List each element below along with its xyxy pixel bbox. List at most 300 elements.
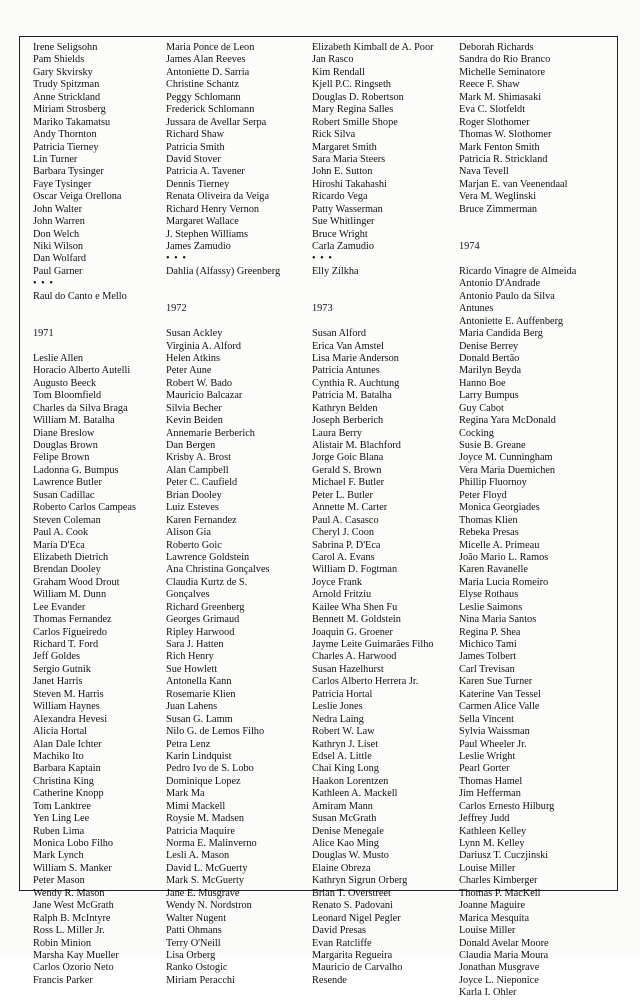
list-item: Leslie Saimons (459, 601, 523, 613)
list-item: Joaquin G. Groener (312, 626, 393, 638)
list-item: Carlos Ozorio Neto (33, 962, 114, 974)
list-item: Machiko Ito (33, 750, 84, 762)
list-item: Claudia Kurtz de S. (166, 576, 248, 588)
list-item: Tom Lanktree (33, 800, 91, 812)
list-item: Marjan E. van Veenendaal (459, 178, 568, 190)
list-item: Amiram Mann (312, 800, 373, 812)
list-item: Monica Lobo Filho (33, 838, 114, 849)
list-item: Susan McGrath (312, 813, 377, 825)
list-item: Kevin Beiden (166, 415, 223, 427)
list-item: Richard T. Ford (33, 639, 99, 650)
list-item: Mary Regina Salles (312, 104, 394, 116)
list-item: Claudia Maria Moura (459, 949, 549, 961)
list-item: Antunes (459, 303, 494, 315)
list-item: Monica Georgiades (459, 502, 540, 514)
list-item: William Haynes (33, 701, 100, 713)
list-item: Erica Van Amstel (312, 340, 384, 352)
list-item: Antonio Paulo da Silva (459, 290, 555, 302)
list-item: Rebeka Presas (459, 527, 519, 539)
list-item: Jonathan Musgrave (459, 962, 540, 974)
list-item: Sara Maria Steers (312, 153, 386, 165)
list-item: William M. Dunn (33, 589, 107, 601)
list-item: Patricia Antunes (312, 365, 380, 377)
list-item: Peter Aune (166, 365, 212, 377)
list-item: Graham Wood Drout (33, 576, 120, 588)
year-heading: 1974 (459, 241, 480, 252)
list-item: Antonio D'Andrade (459, 278, 541, 290)
list-item: Lawrence Goldstein (166, 551, 250, 563)
list-item: Kathleen Kelley (459, 825, 527, 837)
list-item: David L. McGuerty (166, 862, 248, 874)
list-item: Margaret Wallace (166, 216, 239, 228)
list-item: Frederick Schlomann (166, 104, 255, 116)
list-item: Sandra do Rio Branco (459, 54, 551, 66)
list-item: Wendy N. Nordstron (166, 900, 252, 912)
list-item: Oscar Veiga Orellona (33, 191, 122, 203)
list-item: Antoniette E. Auffenberg (459, 315, 563, 327)
list-item: Michelle Seminatore (459, 66, 546, 78)
list-item: Louise Miller (459, 925, 516, 937)
list-item: Irene Seligsohn (33, 42, 98, 53)
blank-line (312, 278, 434, 290)
list-item: Marica Mesquita (459, 912, 530, 924)
list-item: Robert W. Law (312, 726, 375, 738)
list-item: Mark S. McGuerty (166, 875, 245, 887)
list-item: Charles da Silva Braga (33, 402, 128, 414)
blank-line (166, 278, 280, 290)
list-item: Sylvia Waissman (459, 726, 530, 738)
year-heading: 1973 (312, 303, 333, 315)
list-item: Carlos Alberto Herrera Jr. (312, 676, 419, 688)
list-item: Mimi Mackell (166, 800, 226, 812)
list-item: Edsel A. Little (312, 750, 372, 762)
list-item: Pedro Ivo de S. Lobo (166, 763, 254, 775)
list-item: Susan G. Lamm (166, 713, 233, 725)
list-item: Mark Ma (166, 788, 205, 800)
list-item: Dominique Lopez (166, 775, 241, 787)
list-item: Joyce L. Nieponice (459, 974, 539, 986)
list-item: Regina Yara McDonald (459, 415, 556, 427)
list-item: Patricia M. Batalha (312, 390, 392, 402)
list-item: Jeff Goldes (33, 651, 80, 663)
list-item: Jan Rasco (312, 54, 354, 66)
list-item: Carlos Figueiredo (33, 626, 108, 638)
list-item: Peter Mason (33, 875, 85, 887)
list-item: Eva C. Slotfeldt (459, 104, 526, 116)
list-item: Ana Christina Gonçalves (166, 564, 270, 576)
list-item: Laura Berry (312, 427, 363, 439)
list-item: Patricia Smith (166, 141, 225, 153)
list-item: Brian T. Overstreet (312, 887, 391, 899)
list-item: Jane West McGrath (33, 900, 114, 912)
list-item: Peter Floyd (459, 489, 507, 501)
list-item: Leonard Nigel Pegler (312, 912, 401, 924)
separator-dots: • • • (33, 278, 54, 290)
list-item: Pearl Gorter (459, 763, 510, 775)
list-item: Gonçalves (166, 589, 210, 601)
list-item: Douglas W. Musto (312, 850, 389, 862)
list-item: Christina King (33, 775, 94, 787)
list-item: Roberto Carlos Campeas (33, 502, 136, 514)
list-item: Carl Trevisan (459, 663, 515, 675)
list-item: Sue Howlett (166, 663, 218, 675)
list-item: Margaret Smith (312, 141, 377, 153)
list-item: Sara J. Hatten (166, 639, 224, 650)
list-item: Antonella Kann (166, 676, 232, 688)
list-item: Leslie Jones (312, 701, 363, 713)
list-item: Karla I. Ohler (459, 987, 517, 999)
blank-line (312, 291, 434, 303)
list-item: Deborah Richards (459, 42, 534, 53)
list-item: Haakon Lorentzen (312, 775, 389, 787)
list-item: Vera Maria Duemichen (459, 464, 556, 476)
list-item: Barbara Kaptain (33, 763, 101, 775)
list-item: Andy Thornton (33, 129, 97, 141)
list-item: Marilyn Beyda (459, 365, 522, 377)
list-item: Patti Ohmans (166, 925, 222, 937)
list-item: Joseph Berberich (312, 415, 384, 427)
list-item: Mauricio de Carvalho (312, 962, 403, 974)
list-item: Arnold Fritziu (312, 589, 372, 601)
list-item: Sabrina P. D'Eca (312, 539, 381, 551)
list-item: Karen Sue Turner (459, 676, 533, 688)
list-item: Kim Rendall (312, 66, 365, 78)
list-item: Jeffrey Judd (459, 813, 510, 825)
list-item: Alicia Hortal (33, 726, 88, 738)
list-item: Patricia A. Tavener (166, 166, 245, 178)
list-item: Trudy Spitzman (33, 79, 100, 91)
list-item: Yen Ling Lee (33, 813, 90, 825)
separator-dots: • • • (312, 253, 333, 265)
list-item: Carmen Alice Valle (459, 701, 540, 713)
list-item: Elly Zilkha (312, 265, 359, 277)
list-item: Maria Candida Berg (459, 328, 543, 340)
list-item: Georges Grimaud (166, 614, 240, 626)
list-item: Jorge Goic Blana (312, 452, 384, 464)
list-item: Catherine Knopp (33, 788, 104, 800)
list-item: Lawrence Butler (33, 477, 102, 489)
list-item: Bruce Wright (312, 228, 368, 240)
list-item: Kathryn J. Liset (312, 738, 379, 750)
list-item: Lisa Marie Anderson (312, 352, 399, 364)
list-item: Paul Garner (33, 265, 83, 277)
list-item: Douglas D. Robertson (312, 91, 404, 103)
list-item: Francis Parker (33, 974, 93, 986)
list-item: João Mario L. Ramos (459, 551, 549, 563)
list-item: Juan Lahens (166, 701, 218, 713)
list-item: Elizabeth Dietrich (33, 551, 109, 563)
list-item: Renata Oliveira da Veiga (166, 191, 270, 203)
list-item: Jane E. Musgrave (166, 887, 240, 899)
list-item: Thomas P. MacKell (459, 887, 541, 899)
list-item: Patricia Maquire (166, 825, 235, 837)
list-item: Denise Menegale (312, 825, 384, 837)
list-item: Alison Gia (166, 527, 211, 539)
list-item: Mark M. Shimasaki (459, 91, 542, 103)
list-item: Silvia Becher (166, 402, 222, 414)
list-item: Ruben Lima (33, 825, 85, 837)
list-item: Ripley Harwood (166, 626, 235, 638)
list-item: Felipe Brown (33, 452, 90, 464)
list-item: Bruce Zimmerman (459, 203, 538, 215)
names-column-2 (166, 42, 280, 987)
list-item: Guy Cabot (459, 402, 504, 414)
list-item: Nava Tevell (459, 166, 509, 178)
blank-line (33, 341, 136, 353)
list-item: Alexandra Hevesi (33, 713, 108, 725)
list-item: Phillip Fluornoy (459, 477, 527, 489)
list-item: Luiz Esteves (166, 502, 219, 514)
year-heading: 1972 (166, 303, 187, 315)
list-item: Regina P. Shea (459, 626, 521, 638)
blank-line (312, 316, 434, 328)
list-item: Maria Lucia Romeiro (459, 576, 549, 588)
blank-line (459, 229, 576, 241)
list-item: David Stover (166, 153, 221, 165)
list-item: Raul do Canto e Mello (33, 290, 127, 302)
list-item: Barbara Tysinger (33, 166, 104, 178)
list-item: Carla Zamudio (312, 241, 375, 252)
list-item: Susie B. Greane (459, 440, 526, 451)
list-item: William M. Batalha (33, 415, 115, 427)
list-item: Dennis Tierney (166, 178, 230, 190)
list-item: Patricia Hortal (312, 688, 373, 700)
blank-line (459, 216, 576, 228)
list-item: Donald Bertão (459, 352, 520, 364)
list-item: Karin Lindquist (166, 750, 232, 762)
list-item: Kailee Wha Shen Fu (312, 601, 398, 613)
list-item: Alan Dale Ichter (33, 738, 102, 750)
list-item: William D. Fogtman (312, 564, 398, 576)
list-item: Pam Shields (33, 54, 85, 66)
list-item: Charles Kimberger (459, 875, 538, 887)
list-item: Resende (312, 974, 347, 986)
list-item: Vera M. Weglinski (459, 191, 537, 203)
list-item: Thomas Klien (459, 514, 518, 526)
list-item: Miriam Strosberg (33, 104, 106, 116)
list-item: Paul A. Casasco (312, 514, 379, 526)
list-item: Susan Hazelhurst (312, 663, 384, 675)
list-item: Richard Henry Vernon (166, 203, 260, 215)
list-item: John E. Sutton (312, 166, 373, 178)
list-item: Alice Kao Ming (312, 838, 379, 849)
list-item: Dan Wolfard (33, 253, 87, 265)
list-item: Anne Strickland (33, 91, 101, 103)
list-item: Rosemarie Klien (166, 688, 236, 700)
list-item: Donald Avelar Moore (459, 937, 549, 949)
list-item: Mariko Takamatsu (33, 116, 111, 128)
list-item: Antoniette D. Sarria (166, 66, 250, 78)
list-item: Hanno Boe (459, 377, 506, 389)
list-item: Peter L. Butler (312, 489, 373, 501)
list-item: Brendan Dooley (33, 564, 101, 576)
list-item: Roger Slothomer (459, 116, 530, 128)
list-item: Jayme Leite Guimarães Filho (312, 639, 434, 650)
list-item: Renato S. Padovani (312, 900, 393, 912)
list-item: Susan Cadillac (33, 489, 95, 501)
list-item: Louise Miller (459, 862, 516, 874)
list-item: Leslie Wright (459, 750, 516, 762)
list-item: Peter C. Caufield (166, 477, 238, 489)
list-item: Denise Berrey (459, 340, 519, 352)
list-item: Dahlia (Alfassy) Greenberg (166, 265, 281, 277)
list-item: Lisa Orberg (166, 949, 216, 961)
list-item: Alistair M. Blachford (312, 440, 401, 451)
list-item: Cocking (459, 427, 494, 439)
blank-line (166, 316, 280, 328)
list-item: Thomas Fernandez (33, 614, 112, 626)
names-column-3 (312, 42, 434, 987)
list-item: Kathleen A. Mackell (312, 788, 398, 800)
list-item: Leslie Allen (33, 352, 84, 364)
list-item: Michico Tami (459, 639, 517, 650)
list-item: J. Stephen Williams (166, 228, 249, 240)
list-item: Ralph B. McIntyre (33, 912, 111, 924)
list-item: Susan Alford (312, 328, 367, 340)
list-item: Krisby A. Brost (166, 452, 231, 464)
list-item: Elaine Obreza (312, 862, 371, 874)
list-item: Gerald S. Brown (312, 464, 382, 476)
list-item: Diane Breslow (33, 427, 95, 439)
list-item: Katerine Van Tessel (459, 688, 541, 700)
list-item: Annette M. Carter (312, 502, 388, 514)
list-item: Lin Turner (33, 153, 78, 165)
list-item: Sue Whitlinger (312, 216, 375, 228)
list-item: Carlos Ernesto Hilburg (459, 800, 555, 812)
list-item: Paul A. Cook (33, 527, 89, 539)
list-item: John Walter (33, 203, 83, 215)
list-item: Peggy Schlomann (166, 91, 241, 103)
list-item: Roysie M. Madsen (166, 813, 245, 825)
separator-dots: • • • (166, 253, 187, 265)
list-item: Douglas Brown (33, 440, 98, 451)
list-item: Charles A. Harwood (312, 651, 397, 663)
list-item: Norma E. Malinverno (166, 838, 257, 849)
list-item: Joyce Frank (312, 576, 363, 588)
list-item: Micelle A. Primeau (459, 539, 540, 551)
list-item: Karen Ravanelle (459, 564, 528, 576)
list-item: Kathryn Belden (312, 402, 378, 414)
list-item: Ranko Ostogic (166, 962, 228, 974)
list-item: Wendy R. Mason (33, 887, 105, 899)
list-item: Lesli A. Mason (166, 850, 230, 862)
list-item: Virginia A. Alford (166, 340, 241, 352)
list-item: Kjell P.C. Ringseth (312, 79, 391, 91)
names-column-4 (459, 42, 576, 1000)
list-item: Bennett M. Goldstein (312, 614, 401, 626)
list-item: David Presas (312, 925, 367, 937)
list-item: Gary Skvirsky (33, 66, 93, 78)
list-item: Steven M. Harris (33, 688, 104, 700)
list-item: Dariusz T. Cuczjinski (459, 850, 549, 862)
list-item: Chai King Long (312, 763, 379, 775)
list-item: Hiroshi Takahashi (312, 178, 387, 190)
list-item: Nilo G. de Lemos Filho (166, 726, 265, 738)
list-item: Sella Vincent (459, 713, 514, 725)
list-item: Jim Hefferman (459, 788, 521, 800)
list-item: Ricardo Vinagre de Almeida (459, 265, 577, 277)
list-item: Niki Wilson (33, 241, 84, 252)
list-item: Evan Ratcliffe (312, 937, 372, 949)
list-item: Michael F. Butler (312, 477, 385, 489)
list-item: Jussara de Avellar Serpa (166, 116, 267, 128)
list-item: Carol A. Evans (312, 551, 375, 563)
list-item: Maria Ponce de Leon (166, 42, 255, 53)
list-item: Rick Silva (312, 129, 356, 141)
list-item: Patty Wasserman (312, 203, 383, 215)
list-item: Annemarie Berberich (166, 427, 255, 439)
list-item: Miriam Peracchi (166, 974, 235, 986)
list-item: Nina Maria Santos (459, 614, 537, 626)
list-item: Rich Henry (166, 651, 214, 663)
list-item: Mauricio Balcazar (166, 390, 243, 402)
list-item: Don Welch (33, 228, 80, 240)
list-item: Mark Fenton Smith (459, 141, 540, 153)
list-item: James Tolbert (459, 651, 517, 663)
list-item: James Zamudio (166, 241, 231, 252)
list-item: Helen Atkins (166, 352, 221, 364)
list-item: Susan Ackley (166, 328, 223, 340)
list-item: William S. Manker (33, 862, 112, 874)
blank-line (459, 253, 576, 265)
list-item: Maria D'Eca (33, 539, 85, 551)
list-item: Larry Bumpus (459, 390, 519, 402)
list-item: Richard Shaw (166, 129, 225, 141)
list-item: Terry O'Neill (166, 937, 221, 949)
list-item: John Warren (33, 216, 85, 228)
list-item: Nedra Laing (312, 713, 364, 725)
list-item: Patricia Tierney (33, 141, 99, 153)
list-item: Richard Greenberg (166, 601, 245, 613)
list-item: Marsha Kay Mueller (33, 949, 119, 961)
list-item: Dan Bergen (166, 440, 216, 451)
list-item: James Alan Reeves (166, 54, 246, 66)
list-item: Karen Fernandez (166, 514, 237, 526)
list-item: Roberto Goic (166, 539, 222, 551)
list-item: Kathryn Sigrun Orberg (312, 875, 408, 887)
list-item: Alan Campbell (166, 464, 229, 476)
blank-line (33, 316, 136, 328)
list-item: Elizabeth Kimball de A. Poor (312, 42, 434, 53)
list-item: Janet Harris (33, 676, 83, 688)
year-heading: 1971 (33, 328, 54, 340)
list-item: Joyce M. Cunningham (459, 452, 553, 464)
list-item: Lee Evander (33, 601, 86, 613)
list-item: Joanne Maguire (459, 900, 526, 912)
list-item: Lynn M. Kelley (459, 838, 525, 849)
list-item: Ross L. Miller Jr. (33, 925, 105, 937)
list-item: Horacio Alberto Autelli (33, 365, 131, 377)
list-item: Walter Nugent (166, 912, 227, 924)
list-item: Petra Lenz (166, 738, 211, 750)
blank-line (166, 291, 280, 303)
blank-line (33, 303, 136, 315)
list-item: Tom Bloomfield (33, 390, 102, 402)
names-column-1 (33, 42, 136, 987)
list-item: Steven Coleman (33, 514, 101, 526)
list-item: Christine Schantz (166, 79, 239, 91)
list-item: Mark Lynch (33, 850, 84, 862)
list-item: Paul Wheeler Jr. (459, 738, 527, 750)
list-item: Augusto Beeck (33, 377, 97, 389)
list-item: Ricardo Vega (312, 191, 368, 203)
list-item: Robert W. Bado (166, 377, 233, 389)
list-item: Robin Minion (33, 937, 92, 949)
list-item: Patricia R. Strickland (459, 153, 548, 165)
list-item: Margarita Regueira (312, 949, 393, 961)
list-item: Robert Smille Shope (312, 116, 398, 128)
list-item: Sergio Gutnik (33, 663, 91, 675)
